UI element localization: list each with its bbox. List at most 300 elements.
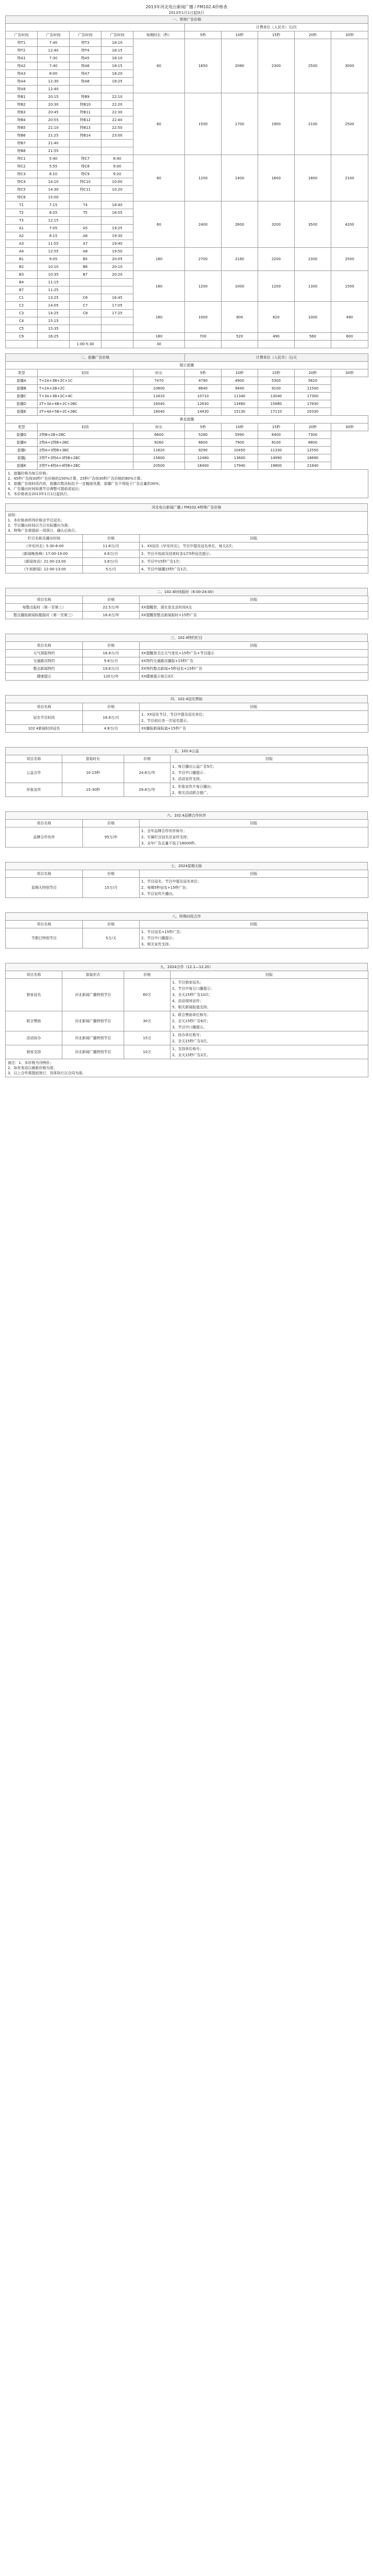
table-row bbox=[6, 248, 368, 256]
table-cell: 特B11 bbox=[70, 109, 101, 116]
table-cell: 12:40 bbox=[38, 86, 70, 93]
section-title: 八、特殊时段合作 bbox=[5, 912, 368, 920]
cell-line: 4、活动现场宣传； bbox=[172, 999, 204, 1003]
column-header: 价格 bbox=[83, 642, 140, 650]
column-header: 价格 bbox=[83, 535, 140, 543]
price-cell: 2500 bbox=[331, 93, 368, 155]
column-header: 项目名称 bbox=[6, 642, 83, 650]
cell-line: 15-30秒 bbox=[86, 788, 100, 792]
cell-line: 16.8万/月 bbox=[103, 651, 120, 655]
table-cell: 套播G bbox=[6, 431, 38, 439]
cell-line: 19.8万/月 bbox=[103, 667, 120, 671]
table-cell: 16400 bbox=[185, 462, 222, 470]
table-cell: 特T4 bbox=[70, 47, 101, 55]
table-cell: 特B7 bbox=[6, 140, 38, 147]
section-title: 二、套播广告价格 bbox=[6, 354, 185, 362]
cell-line: 60万 bbox=[143, 993, 151, 997]
table-cell bbox=[101, 286, 133, 294]
table-cell: A4 bbox=[6, 248, 38, 256]
price-cell: 3200 bbox=[258, 201, 295, 248]
column-header: 20秒 bbox=[295, 423, 331, 431]
table-cell: 14:10 bbox=[38, 178, 70, 186]
table-cell bbox=[101, 86, 133, 93]
duration-cell: 60 bbox=[133, 39, 185, 93]
column-header: 回报 bbox=[140, 535, 368, 543]
cell-line: 10-15秒 bbox=[86, 771, 100, 775]
table-cell: 18:10 bbox=[101, 39, 133, 47]
price-cell: 2700 bbox=[185, 248, 222, 271]
column-header: 时长 bbox=[133, 423, 185, 431]
table-cell: 4790 bbox=[185, 377, 222, 385]
table-cell: 8:40 bbox=[101, 155, 133, 163]
table-cell bbox=[171, 1045, 368, 1059]
table-cell: 特B10 bbox=[70, 101, 101, 109]
cell-line: 冠名节目时段 bbox=[33, 716, 55, 720]
table-cell: 13:25 bbox=[38, 294, 70, 302]
price-cell: 3000 bbox=[331, 39, 368, 93]
table-cell: 15880 bbox=[258, 400, 295, 408]
table-cell: 13040 bbox=[258, 393, 295, 400]
table-row bbox=[6, 447, 368, 454]
table-cell: B7 bbox=[70, 271, 101, 279]
table-cell: B5 bbox=[70, 256, 101, 263]
table-cell bbox=[83, 665, 140, 673]
table-cell: 2特B+2B+2BC bbox=[38, 431, 133, 439]
table-row bbox=[6, 462, 368, 470]
table-cell bbox=[6, 979, 62, 1011]
table-cell: C8 bbox=[70, 310, 101, 317]
table-row bbox=[6, 333, 368, 341]
section-title: 河北电台新闻广播 / FM102.4特殊广告价格 bbox=[5, 503, 368, 511]
table-row bbox=[6, 566, 368, 573]
table-row bbox=[6, 878, 368, 898]
table-cell bbox=[258, 341, 295, 348]
price-cell: 700 bbox=[185, 333, 222, 341]
table-cell bbox=[171, 1011, 368, 1031]
table-cell: 8640 bbox=[185, 385, 222, 393]
price-cell: 2200 bbox=[258, 248, 295, 271]
table-cell: B2 bbox=[6, 263, 38, 271]
table-cell bbox=[101, 325, 133, 333]
table-cell: 7470 bbox=[133, 377, 185, 385]
table-cell: 特C7 bbox=[70, 155, 101, 163]
column-header: 类型 bbox=[6, 369, 38, 377]
table-row bbox=[6, 558, 368, 566]
table-cell: 14:25 bbox=[38, 310, 70, 317]
table-row bbox=[6, 673, 368, 681]
price-cell: 1600 bbox=[258, 155, 295, 201]
table-cell: 特C5 bbox=[6, 186, 38, 194]
price-cell: 1000 bbox=[295, 302, 331, 333]
table-row bbox=[6, 725, 368, 733]
table-cell: 18:25 bbox=[101, 78, 133, 86]
column-header: 回报 bbox=[140, 870, 368, 878]
cell-line: 2、相关活动联合推广。 bbox=[172, 791, 211, 795]
section-title: 三、102.4特约栏目 bbox=[5, 634, 368, 641]
cell-line: 河北新闻广播特别节目 bbox=[75, 1050, 111, 1054]
cell-line: XX提醒您，现在是北京时间X点 bbox=[141, 605, 192, 609]
price-cell: 1200 bbox=[185, 155, 222, 201]
table-cell: 11:15 bbox=[38, 279, 70, 286]
cell-line: 2、每期5秒冠名+15秒广告； bbox=[141, 886, 190, 890]
table-cell: 8:00 bbox=[38, 70, 70, 78]
cell-line: 15万 bbox=[143, 1036, 151, 1040]
table-cell bbox=[83, 928, 140, 948]
table-row bbox=[6, 665, 368, 673]
table-cell: 12480 bbox=[185, 454, 222, 462]
price-cell: 1000 bbox=[222, 271, 258, 302]
cell-line: 2、节目中口播提示； bbox=[172, 771, 207, 775]
table-cell bbox=[83, 650, 140, 657]
column-header: 项目名称 bbox=[6, 596, 83, 604]
note-line: 3、套播广告按时段内容，套播次数达标给予一定幅度优惠，套播广告不得低于广告总量的30%； bbox=[8, 482, 163, 486]
table-cell bbox=[124, 783, 171, 797]
duration-cell: 180 bbox=[133, 271, 185, 302]
table-cell: 11:55 bbox=[38, 240, 70, 248]
cell-line: 2、节目中口播提示； bbox=[141, 936, 176, 940]
cell-line: 2、专属栏目冠名及宣传支持； bbox=[141, 835, 191, 839]
table-cell: 11:25 bbox=[38, 286, 70, 294]
cell-line: 3.8万/月 bbox=[104, 560, 118, 564]
intro-line: 2、节目播出时间以当日实际播出为准； bbox=[8, 523, 72, 528]
table-cell: 特A7 bbox=[70, 70, 101, 78]
price-cell: 2100 bbox=[331, 155, 368, 201]
table-cell: 4900 bbox=[222, 377, 258, 385]
table-cell: C3 bbox=[6, 310, 38, 317]
table-cell bbox=[6, 650, 83, 657]
section-table bbox=[5, 819, 368, 848]
table-cell: 10450 bbox=[222, 447, 258, 454]
table-cell: 16:25 bbox=[38, 333, 70, 341]
table-cell: 7300 bbox=[295, 431, 331, 439]
table-cell: 18:55 bbox=[101, 209, 133, 217]
table-cell: T+3A+3B+2C+4C bbox=[38, 393, 133, 400]
table-cell: 20:55 bbox=[38, 116, 70, 124]
table-cell: 5300 bbox=[258, 377, 295, 385]
regular-price-table bbox=[5, 15, 368, 348]
column-header: 5秒 bbox=[185, 31, 222, 39]
table-cell: 5280 bbox=[185, 431, 222, 439]
cell-line: 天气预报特约 bbox=[33, 651, 55, 655]
table-cell: 特C1 bbox=[6, 155, 38, 163]
table-row bbox=[6, 201, 368, 209]
table-cell: 10800 bbox=[133, 385, 185, 393]
duration-cell: 180 bbox=[133, 248, 185, 271]
table-cell: 套播H bbox=[6, 439, 38, 447]
table-cell bbox=[185, 341, 222, 348]
intro-line: 3、特殊广告需提前一周预订，确认后执行。 bbox=[8, 529, 79, 533]
table-row bbox=[6, 393, 368, 400]
column-header: 回报 bbox=[140, 703, 368, 711]
table-cell bbox=[140, 878, 368, 898]
table-cell bbox=[38, 341, 70, 348]
price-cell: 620 bbox=[258, 302, 295, 333]
table-cell bbox=[124, 763, 171, 783]
cell-line: 3、节目中15秒广告1次； bbox=[141, 560, 183, 564]
table-cell bbox=[6, 604, 83, 612]
cell-line: 22.5万/年 bbox=[103, 605, 120, 609]
table-cell bbox=[62, 1031, 124, 1045]
table-row bbox=[6, 439, 368, 447]
table-cell: 特C9 bbox=[70, 171, 101, 178]
table-cell: 特B6 bbox=[6, 132, 38, 140]
table-cell bbox=[101, 279, 133, 286]
table-cell: 21:40 bbox=[38, 140, 70, 147]
table-cell: 特C8 bbox=[70, 163, 101, 171]
cell-line: 18.8万/年 bbox=[103, 613, 120, 617]
table-cell bbox=[70, 317, 101, 325]
column-header: 20秒 bbox=[295, 31, 331, 39]
notes bbox=[6, 1059, 368, 1077]
cell-line: 1、支持单位称号； bbox=[172, 1047, 204, 1051]
sub-title: 提示套播 bbox=[6, 362, 368, 369]
cell-line: 10万 bbox=[143, 1050, 151, 1054]
table-cell: 7900 bbox=[222, 439, 258, 447]
table-cell: 19:25 bbox=[101, 225, 133, 232]
table-cell: 20:20 bbox=[101, 271, 133, 279]
note-line: 3、以上合作需提前预订，具体执行以合同为准。 bbox=[8, 1071, 86, 1075]
cell-line: 星期天特别节目 bbox=[31, 886, 57, 890]
table-cell: 19:40 bbox=[101, 240, 133, 248]
column-header: 20秒 bbox=[295, 369, 331, 377]
table-cell bbox=[6, 566, 83, 573]
table-cell: 14:05 bbox=[38, 302, 70, 310]
table-row bbox=[6, 783, 368, 797]
column-header: 类型 bbox=[6, 423, 38, 431]
table-cell: 21:55 bbox=[38, 147, 70, 155]
table-row bbox=[6, 341, 368, 348]
price-cell: 1850 bbox=[185, 39, 222, 93]
table-row bbox=[6, 454, 368, 462]
table-cell: 17:05 bbox=[101, 302, 133, 310]
table-cell bbox=[70, 279, 101, 286]
column-header: 项目名称 bbox=[6, 971, 62, 979]
column-header: 10秒 bbox=[222, 31, 258, 39]
table-cell: 12:15 bbox=[38, 217, 70, 225]
cell-line: 4、节目中插播15秒广告1次。 bbox=[141, 567, 190, 571]
table-cell: 20:05 bbox=[101, 256, 133, 263]
table-cell: 特B4 bbox=[6, 116, 38, 124]
table-cell: C5 bbox=[6, 325, 38, 333]
table-cell: 特B1 bbox=[6, 93, 38, 101]
duration-cell: 60 bbox=[133, 201, 185, 248]
table-cell: 16:45 bbox=[101, 294, 133, 302]
table-cell bbox=[6, 550, 83, 558]
table-cell: T5 bbox=[70, 209, 101, 217]
table-cell: 8:15 bbox=[38, 232, 70, 240]
cell-line: 5、相关新闻报道支持。 bbox=[172, 1005, 211, 1009]
table-cell bbox=[6, 1045, 62, 1059]
section-title: 一、常规广告价格 bbox=[6, 16, 368, 24]
table-row bbox=[6, 827, 368, 848]
table-cell: 19:50 bbox=[101, 248, 133, 256]
column-header: 10秒 bbox=[222, 369, 258, 377]
column-header: 栏目名称及播出时间 bbox=[6, 535, 83, 543]
table-cell: 12550 bbox=[295, 447, 331, 454]
table-cell: 特B8 bbox=[6, 147, 38, 155]
cell-line: 16.8万/月 bbox=[103, 716, 120, 720]
table-cell: 5990 bbox=[222, 431, 258, 439]
duration-cell: 60 bbox=[133, 155, 185, 201]
table-row bbox=[6, 408, 368, 416]
column-header: 回报 bbox=[171, 971, 368, 979]
table-cell bbox=[70, 217, 101, 225]
cell-line: 独家冠名 bbox=[26, 993, 41, 997]
table-cell: 特B13 bbox=[70, 124, 101, 132]
table-row bbox=[6, 385, 368, 393]
table-cell: 8260 bbox=[133, 439, 185, 447]
table-row bbox=[6, 400, 368, 408]
table-cell: B3 bbox=[6, 271, 38, 279]
table-cell bbox=[101, 333, 133, 341]
table-cell: T3 bbox=[6, 217, 38, 225]
table-cell: 特A4 bbox=[6, 78, 38, 86]
table-cell: 17300 bbox=[295, 393, 331, 400]
table-cell: C2 bbox=[6, 302, 38, 310]
table-cell bbox=[70, 140, 101, 147]
table-cell bbox=[171, 783, 368, 797]
table-cell: 7:15 bbox=[38, 201, 70, 209]
column-header: 价格 bbox=[124, 971, 171, 979]
table-cell bbox=[101, 317, 133, 325]
table-cell: B7 bbox=[6, 286, 38, 294]
table-cell bbox=[140, 558, 368, 566]
cell-line: 95万/年 bbox=[104, 835, 118, 839]
column-header: 广告时间 bbox=[38, 31, 70, 39]
cell-line: 品牌合作伙伴 bbox=[33, 835, 55, 839]
cell-line: 1、节目独家冠名； bbox=[172, 980, 204, 985]
table-row bbox=[6, 604, 368, 612]
table-cell: A8 bbox=[70, 248, 101, 256]
cell-line: XX播报新闻报道+15秒广告 bbox=[141, 726, 186, 731]
cell-line: 交通路况特约 bbox=[33, 659, 55, 663]
sub-title: 黄金套播 bbox=[6, 416, 368, 423]
table-cell: 特C3 bbox=[6, 171, 38, 178]
table-cell bbox=[6, 673, 83, 681]
intro-line: 说明： bbox=[8, 513, 19, 517]
cell-line: 活动协办 bbox=[26, 1036, 41, 1040]
table-cell bbox=[222, 341, 258, 348]
column-header: 套装形式 bbox=[62, 971, 124, 979]
table-cell: 23:00 bbox=[101, 132, 133, 140]
table-cell: 5820 bbox=[295, 377, 331, 385]
table-cell: 8800 bbox=[295, 439, 331, 447]
table-row bbox=[6, 979, 368, 1011]
cell-line: 每整点报时（第一至第三） bbox=[22, 605, 66, 609]
table-cell bbox=[70, 194, 101, 201]
table-cell: T+2A+2B+2C bbox=[38, 385, 133, 393]
price-cell: 520 bbox=[222, 333, 258, 341]
table-cell bbox=[62, 979, 124, 1011]
column-header: 价格 bbox=[83, 921, 140, 928]
price-cell: 2180 bbox=[222, 248, 258, 271]
table-cell: 18:10 bbox=[101, 55, 133, 62]
column-header: 回报 bbox=[140, 596, 368, 604]
table-cell bbox=[331, 341, 368, 348]
table-cell bbox=[6, 558, 83, 566]
table-cell: 12:55 bbox=[38, 248, 70, 256]
table-cell bbox=[83, 550, 140, 558]
price-cell: 600 bbox=[331, 333, 368, 341]
price-cell: 900 bbox=[222, 302, 258, 333]
table-cell: 20:10 bbox=[101, 263, 133, 271]
table-cell bbox=[6, 783, 62, 797]
cell-line: 《午间新闻》12:00-13:00 bbox=[22, 567, 66, 571]
table-cell bbox=[140, 665, 368, 673]
table-cell: 特T3 bbox=[70, 39, 101, 47]
table-cell bbox=[70, 325, 101, 333]
intro-line: 1、本价格表所列价格含节目冠名； bbox=[8, 518, 64, 522]
cell-line: 独家支持 bbox=[26, 1050, 41, 1054]
table-cell: 7:40 bbox=[38, 39, 70, 47]
column-header: 15秒 bbox=[258, 369, 295, 377]
table-cell: 套播C bbox=[6, 393, 38, 400]
table-row bbox=[6, 612, 368, 619]
table-cell bbox=[124, 979, 171, 1011]
price-cell: 2300 bbox=[295, 248, 331, 271]
table-cell: T1 bbox=[6, 201, 38, 209]
table-cell: 13410 bbox=[133, 393, 185, 400]
column-header: 5秒 bbox=[185, 423, 222, 431]
table-cell bbox=[6, 665, 83, 673]
cell-line: 2、节目前后各一次冠名提示。 bbox=[141, 719, 191, 723]
table-cell: 特C11 bbox=[70, 186, 101, 194]
table-row bbox=[6, 93, 368, 101]
cell-line: 102.4新闻时段冠名 bbox=[28, 726, 60, 731]
table-cell: 18:15 bbox=[101, 62, 133, 70]
table-cell bbox=[6, 1031, 62, 1045]
cell-line: 1、形象宣传片每日播出； bbox=[172, 785, 214, 789]
table-row bbox=[6, 550, 368, 558]
cell-line: 29.8万/年 bbox=[139, 788, 156, 792]
table-cell: 7:05 bbox=[38, 225, 70, 232]
cell-line: 节假日特别节目 bbox=[31, 936, 57, 940]
cell-line: 9.8万/月 bbox=[104, 659, 118, 663]
cell-line: 5万/月 bbox=[106, 567, 116, 571]
price-cell: 490 bbox=[258, 333, 295, 341]
table-row bbox=[6, 711, 368, 725]
column-header: 广告时间 bbox=[101, 31, 133, 39]
table-row bbox=[6, 39, 368, 47]
table-cell: 14990 bbox=[258, 454, 295, 462]
table-cell: 11500 bbox=[295, 385, 331, 393]
price-cell: 1700 bbox=[222, 93, 258, 155]
column-header: 5秒 bbox=[185, 369, 222, 377]
table-row bbox=[6, 1031, 368, 1045]
table-cell bbox=[70, 286, 101, 294]
table-cell: 9:20 bbox=[101, 171, 133, 178]
table-cell: 14430 bbox=[185, 408, 222, 416]
price-cell: 1800 bbox=[295, 155, 331, 201]
cell-line: 2、全天15秒广告6次； bbox=[172, 1019, 210, 1023]
cell-line: 1、XX冠名《早安河北》，节目中提及冠名单位，每天2次； bbox=[141, 544, 235, 548]
table-cell bbox=[140, 612, 368, 619]
column-header: 项目名称 bbox=[6, 755, 62, 763]
section-table bbox=[5, 534, 368, 573]
column-header: 回报 bbox=[140, 820, 368, 827]
table-cell: 2特A+2特B+2BC bbox=[38, 439, 133, 447]
table-cell: 2特T+3特A+3特B+2BC bbox=[38, 454, 133, 462]
table-cell bbox=[6, 711, 83, 725]
column-header: 价格 bbox=[83, 596, 140, 604]
cell-line: 2、全天15秒广告3次。 bbox=[172, 1039, 210, 1043]
table-cell bbox=[83, 543, 140, 550]
cell-line: 4.8万/月 bbox=[104, 726, 118, 731]
table-cell bbox=[83, 657, 140, 665]
note-line: 备注：1、本价格为刊例价； bbox=[8, 1061, 54, 1065]
table-cell: 套播B bbox=[6, 385, 38, 393]
table-cell: 套播A bbox=[6, 377, 38, 385]
